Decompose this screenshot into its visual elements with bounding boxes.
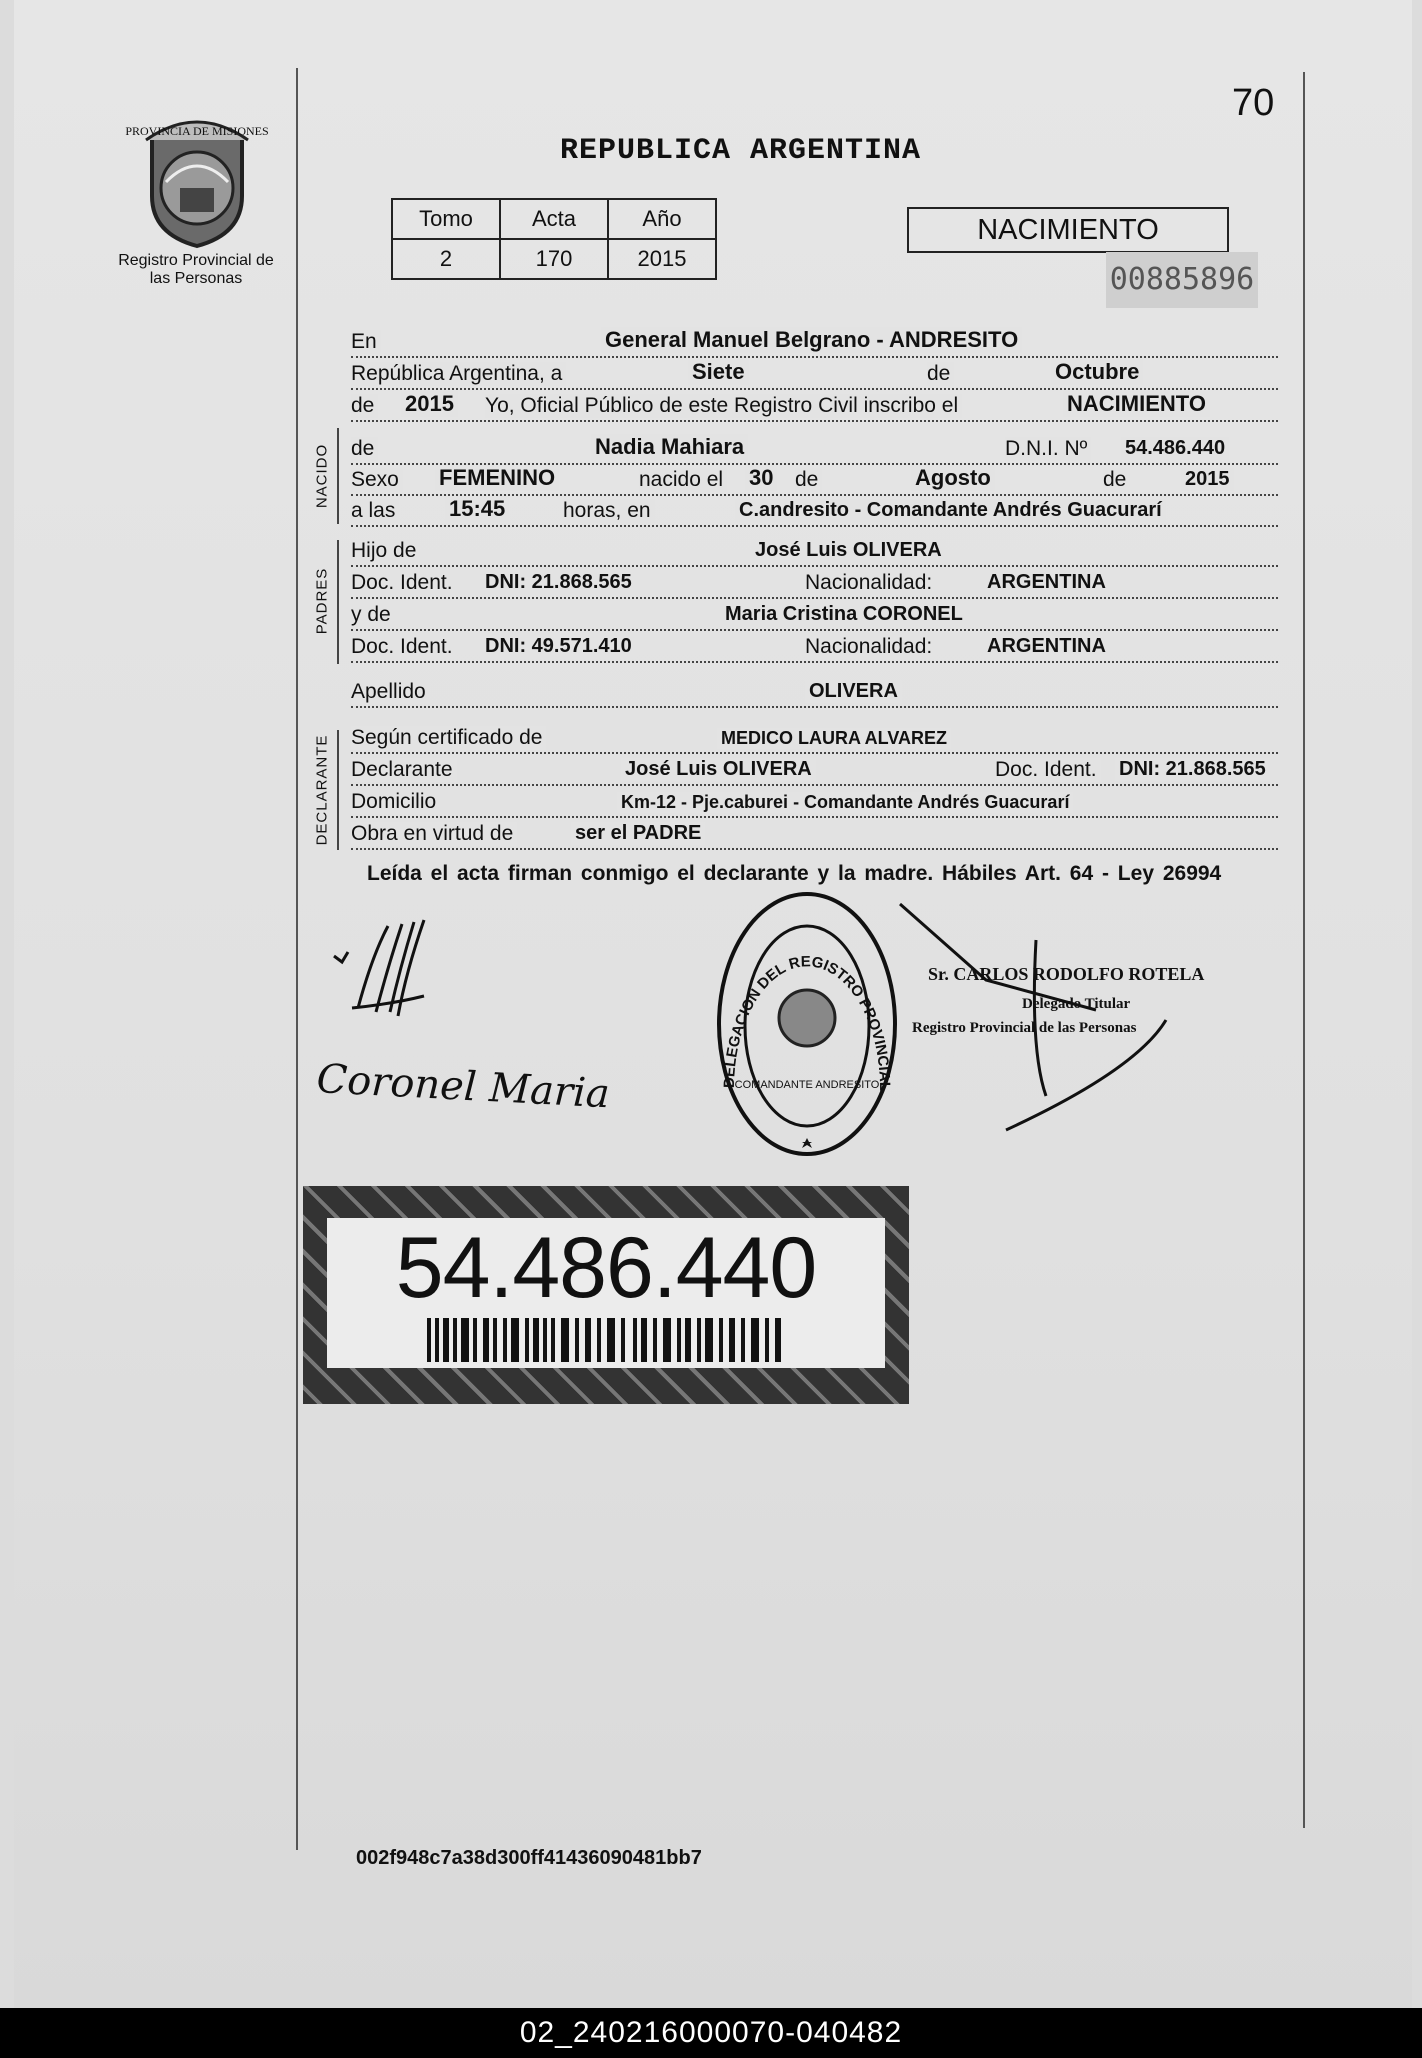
page-number: 70 bbox=[1232, 82, 1275, 124]
country-title: REPUBLICA ARGENTINA bbox=[560, 134, 922, 168]
birth-time: 15:45 bbox=[445, 496, 509, 522]
row-date: República Argentina, a Siete de Octubre bbox=[351, 360, 1278, 390]
province-seal-icon bbox=[125, 110, 269, 250]
side-label-declarante: DECLARANTE bbox=[313, 734, 331, 846]
day-value: Siete bbox=[688, 359, 749, 385]
mother-nationality: ARGENTINA bbox=[983, 635, 1110, 658]
row-hora: a las 15:45 horas, en C.andresito - Comandante Andrés Guacurarí bbox=[351, 497, 1278, 527]
month-value: Octubre bbox=[1051, 359, 1143, 385]
svg-text:DELEGACION DEL REGISTRO PROVIN: DELEGACION DEL REGISTRO PROVINCIAL bbox=[720, 953, 894, 1091]
child-name: Nadia Mahiara bbox=[591, 434, 748, 460]
birth-month: Agosto bbox=[911, 465, 995, 491]
seal-text: PROVINCIA DE MISIONES bbox=[125, 124, 269, 138]
declarant-dni: DNI: 21.868.565 bbox=[1115, 758, 1270, 781]
row-obra: Obra en virtud de ser el PADRE bbox=[351, 820, 1278, 850]
year-value: 2015 bbox=[401, 391, 458, 417]
row-certificado: Según certificado de MEDICO LAURA ALVAREZ bbox=[351, 724, 1278, 754]
official-title: Delegado Titular bbox=[1022, 996, 1131, 1012]
acting-as-value: ser el PADRE bbox=[571, 822, 705, 845]
closing-statement: Leída el acta firman conmigo el declarante y la madre. Hábiles Art. 64 - Ley 26994 bbox=[367, 862, 1222, 885]
address-value: Km-12 - Pje.caburei - Comandante Andrés Guacurarí bbox=[617, 792, 1073, 813]
nacido-bracket bbox=[337, 428, 339, 524]
scan-footer bbox=[0, 2008, 1422, 2058]
surname-value: OLIVERA bbox=[805, 680, 902, 703]
row-sexo: Sexo FEMENINO nacido el 30 de Agosto de 2015 bbox=[351, 466, 1278, 496]
mother-dni: DNI: 49.571.410 bbox=[481, 635, 636, 658]
row-apellido: Apellido OLIVERA bbox=[351, 678, 1278, 708]
row-mother-doc: Doc. Ident. DNI: 49.571.410 Nacionalidad: ARGENTINA bbox=[351, 633, 1278, 663]
row-yde: y de Maria Cristina CORONEL bbox=[351, 601, 1278, 631]
ano-value: 2015 bbox=[608, 239, 716, 279]
acta-value: 170 bbox=[500, 239, 608, 279]
place-value: General Manuel Belgrano - ANDRESITO bbox=[601, 327, 1022, 353]
mother-name: Maria Cristina CORONEL bbox=[721, 603, 967, 626]
declarante-bracket bbox=[337, 730, 339, 850]
dni-barcode-card bbox=[303, 1186, 909, 1404]
row-declarante: Declarante José Luis OLIVERA Doc. Ident. DNI: 21.868.565 bbox=[351, 756, 1278, 786]
mother-signature bbox=[312, 1036, 611, 1121]
official-name: Sr. CARLOS RODOLFO ROTELA bbox=[928, 964, 1205, 984]
barcode-number: 54.486.440 bbox=[395, 1220, 817, 1316]
right-margin-line bbox=[1303, 72, 1305, 1828]
side-label-nacido: NACIDO bbox=[313, 443, 331, 509]
official-stamp bbox=[712, 888, 902, 1169]
birth-year: 2015 bbox=[1181, 468, 1234, 491]
father-signature-icon bbox=[328, 916, 448, 1021]
row-inscribo: de 2015 Yo, Oficial Público de este Registro Civil inscribo el NACIMIENTO bbox=[351, 392, 1278, 422]
barcode-icon bbox=[427, 1318, 787, 1362]
svg-text:Coronel Maria: Coronel Maria bbox=[315, 1056, 611, 1118]
birth-place: C.andresito - Comandante Andrés Guacurarí bbox=[735, 499, 1166, 522]
acta-header: Acta bbox=[500, 199, 608, 239]
official-org: Registro Provincial de las Personas bbox=[912, 1020, 1137, 1036]
scan-code: 02_240216000070-040482 bbox=[519, 2016, 903, 2049]
row-domicilio: Domicilio Km-12 - Pje.caburei - Comandante Andrés Guacurarí bbox=[351, 788, 1278, 818]
father-name: José Luis OLIVERA bbox=[751, 539, 946, 562]
inscribo-value: NACIMIENTO bbox=[1063, 391, 1210, 417]
declarant-name: José Luis OLIVERA bbox=[621, 758, 816, 781]
father-nationality: ARGENTINA bbox=[983, 571, 1110, 594]
side-label-padres: PADRES bbox=[313, 567, 331, 635]
row-father-doc: Doc. Ident. DNI: 21.868.565 Nacionalidad: ARGENTINA bbox=[351, 569, 1278, 599]
tomo-value: 2 bbox=[392, 239, 500, 279]
row-nombre: de Nadia Mahiara D.N.I. Nº 54.486.440 bbox=[351, 435, 1278, 465]
row-hijo: Hijo de José Luis OLIVERA bbox=[351, 537, 1278, 567]
svg-text:COMANDANTE ANDRESITO: COMANDANTE ANDRESITO bbox=[734, 1079, 880, 1091]
child-dni: 54.486.440 bbox=[1121, 437, 1229, 460]
left-margin-line bbox=[296, 68, 298, 1850]
document-type-box: NACIMIENTO bbox=[907, 207, 1229, 253]
registry-label: Registro Provincial de las Personas bbox=[118, 252, 274, 287]
document-hash: 002f948c7a38d300ff41436090481bb7 bbox=[356, 1847, 702, 1869]
serial-number: 00885896 bbox=[1106, 252, 1258, 308]
certificate-value: MEDICO LAURA ALVAREZ bbox=[717, 728, 951, 749]
father-dni: DNI: 21.868.565 bbox=[481, 571, 636, 594]
row-en: En General Manuel Belgrano - ANDRESITO bbox=[351, 328, 1278, 358]
ano-header: Año bbox=[608, 199, 716, 239]
padres-bracket bbox=[337, 540, 339, 664]
birth-day: 30 bbox=[745, 465, 777, 491]
sexo-value: FEMENINO bbox=[435, 465, 559, 491]
record-table bbox=[391, 198, 717, 280]
tomo-header: Tomo bbox=[392, 199, 500, 239]
